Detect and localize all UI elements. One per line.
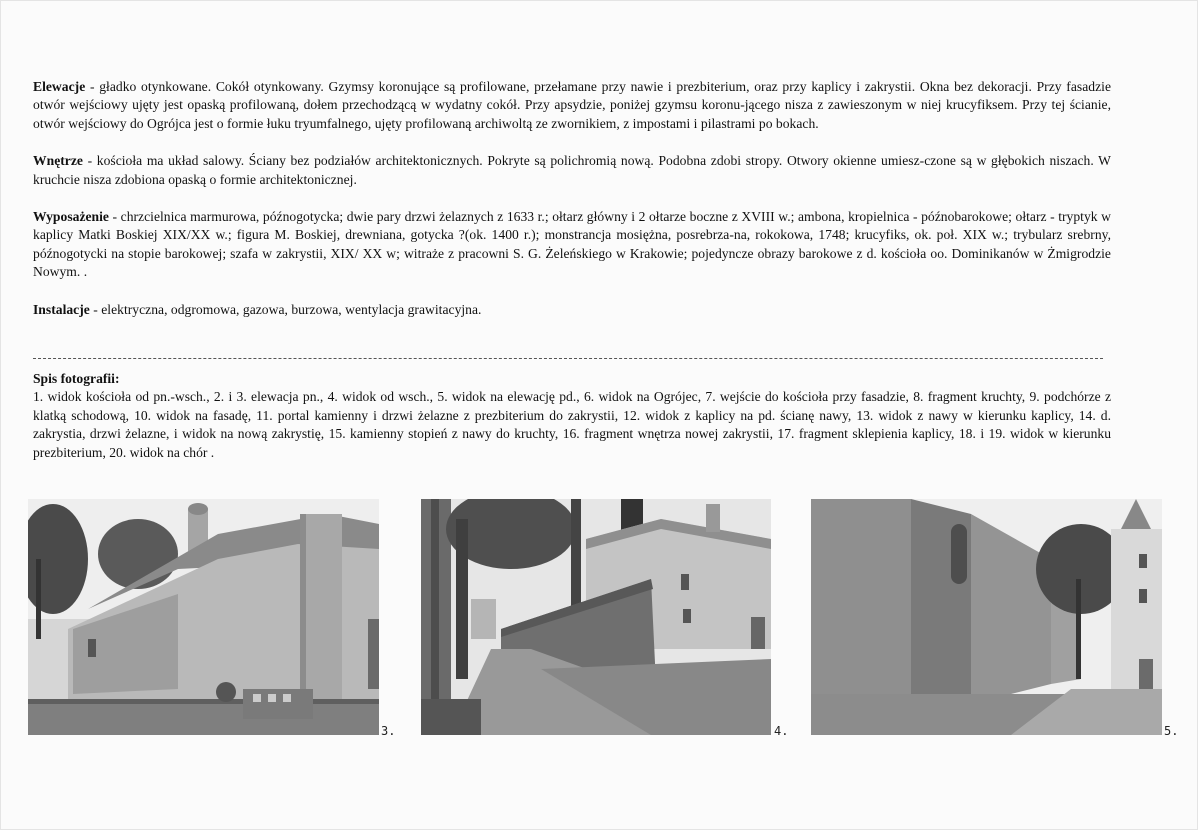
section-body: - elektryczna, odgromowa, gazowa, burzowa, wentylacja grawitacyjna. bbox=[89, 301, 482, 317]
section-heading: Wnętrze bbox=[33, 153, 83, 169]
section-body: - kościoła ma układ salowy. Ściany bez podziałów architektonicznych. Pokryte są polichromią nową. Podobna zdobi stropy. Otwory okienne umiesz-czone są w głębokich niszach. W kruchcie nisza zdobiona opaską o formie architektonicznej. bbox=[33, 153, 1111, 187]
description-text bbox=[33, 78, 1111, 319]
section-heading: Wyposażenie bbox=[33, 209, 109, 225]
section-elewacje bbox=[33, 78, 1111, 133]
photo-number: 3. bbox=[381, 724, 396, 738]
section-wnetrze bbox=[33, 152, 1111, 189]
photo-number: 4. bbox=[774, 724, 789, 738]
photo-church-elevation bbox=[28, 499, 379, 735]
photo-alley-view bbox=[421, 499, 771, 735]
photo-list bbox=[33, 370, 1111, 462]
section-heading: Elewacje bbox=[33, 79, 86, 94]
section-wyposazenie bbox=[33, 208, 1111, 282]
photo-list-title: Spis fotografii: bbox=[33, 371, 120, 386]
photo-list-body: 1. widok kościoła od pn.-wsch., 2. i 3. elewacja pn., 4. widok od wsch., 5. widok na elewację pd., 6. widok na Ogrójec, 7. wejście do kościoła przy fasadzie, 8. fragment kruchty, 9. podchórze z klatką schodową, 10. widok na fasadę, 11. portal kamienny i drzwi żelazne z prezbiterium do zakrystii, 12. widok z kaplicy na pd. ścianę nawy, 13. widok z nawy w kierunku kaplicy, 14. d. zakrystia, drzwi żelazne, i widok na nową zakrystię, 15. kamienny stopień z nawy do kruchty, 16. fragment wnętrza nowej zakrystii, 17. fragment sklepienia kaplicy, 18. i 19. widok w kierunku prezbiterium, 20. widok na chór . bbox=[33, 389, 1111, 460]
section-instalacje bbox=[33, 301, 1111, 319]
section-body: - chrzcielnica marmurowa, późnogotycka; dwie pary drzwi żelaznych z 1633 r.; ołtarz główny i 2 ołtarze boczne z XVIII w.; ambona, kropielnica - późnobarokowe; ołtarz - tryptyk w kaplicy Matki Boskiej XIX/XX w.; figura M. Boskiej, drewniana, gotycka ?(ok. 1400 r.); monstrancja mosiężna, posrebrza-na, rokokowa, 1748; krucyfiks, ok. poł. XIX w.; trybularz srebrny, późnogotycki na stopie barokowej; szafa w zakrystii, XIX/ XX w; witraże z pracowni S. G. Żeleńskiego w Krakowie; pojedyncze obrazy barokowe z d. kościoła oo. Dominikanów w Żmigrodzie Nowym. . bbox=[33, 209, 1111, 280]
section-heading: Instalacje bbox=[33, 301, 90, 317]
dashed-divider bbox=[33, 358, 1103, 359]
photo-number: 5. bbox=[1164, 724, 1179, 738]
photo-south-elevation bbox=[811, 499, 1162, 735]
section-body: - gładko otynkowane. Cokół otynkowany. Gzymsy koronujące są profilowane, przełamane przy nawie i prezbiterium, oraz przy kaplicy i zakrystii. Okna bez dekoracji. Przy fasadzie otwór wejściowy ujęty jest opaską profilowaną, dołem przechodzącą w wydatny cokół. Przy apsydzie, poniżej gzymsu koronu-jącego nisza z zawieszonym w niej krucyfiksem. Przy tej ścianie, otwór wejściowy do Ogrójca jest o formie łuku tryumfalnego, ujęty profilowaną archiwoltą ze zwornikiem, z impostami i pilastrami po bokach. bbox=[33, 79, 1111, 131]
